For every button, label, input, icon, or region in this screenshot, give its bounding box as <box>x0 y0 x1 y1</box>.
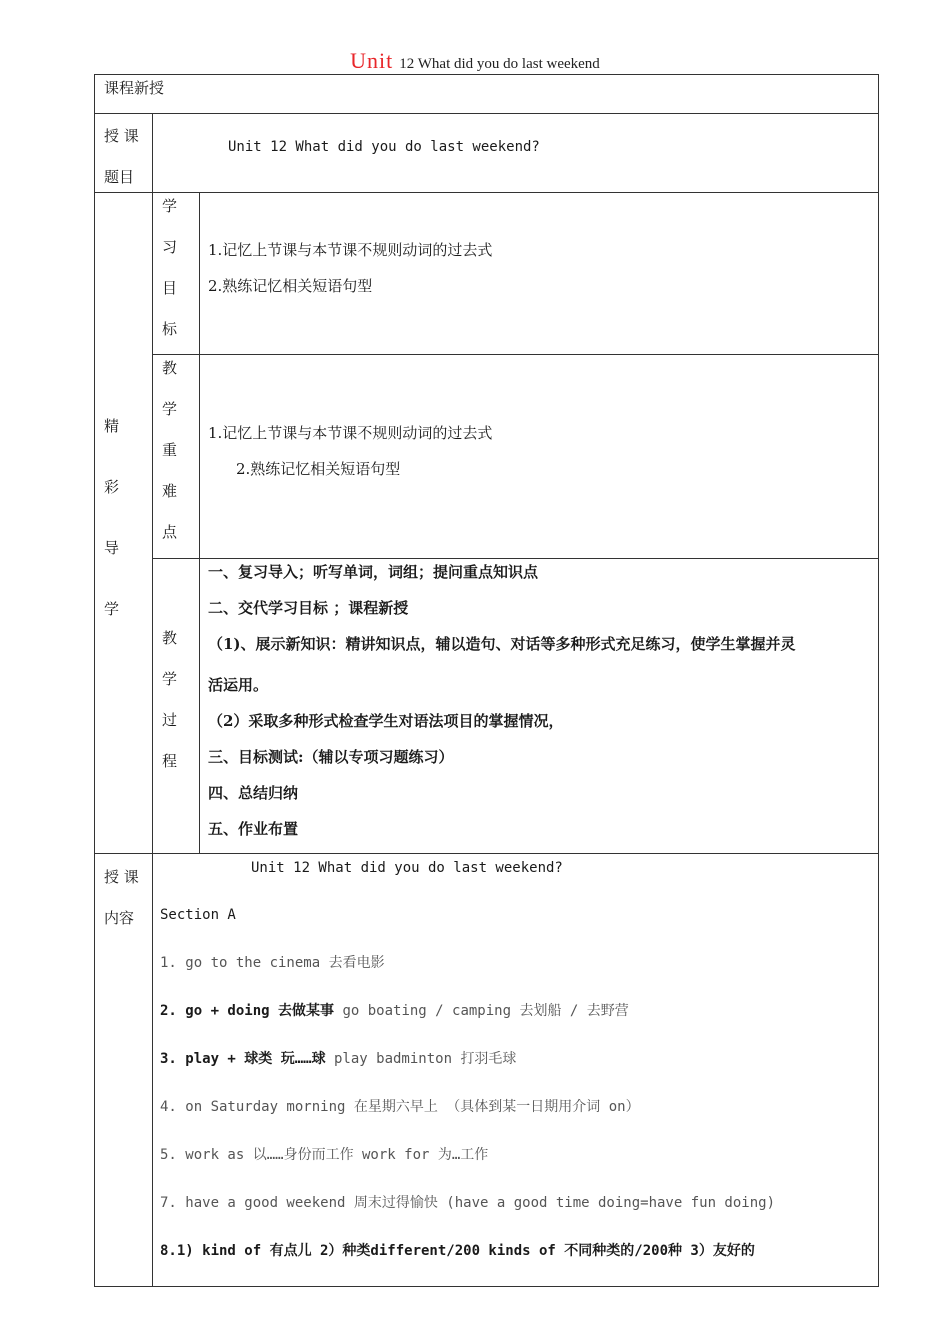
guide-section-label <box>104 416 119 660</box>
content-item-1-text: 1. go to the cinema 去看电影 <box>160 955 385 971</box>
content-item-8-bold: 8.1) kind of 有点儿 2）种类different/200 kinds of 不同种类的/200种 3）友好的 <box>160 1243 755 1259</box>
goal-item-1: 1.记忆上节课与本节课不规则动词的过去式 <box>208 241 493 259</box>
row-divider-1 <box>94 113 879 114</box>
title-unit-word: Unit <box>350 48 394 73</box>
guide-label-char-3: 导 <box>104 539 120 557</box>
key-points-label <box>162 358 177 563</box>
content-item-3-bold: 3. play + 球类 玩……球 <box>160 1051 326 1067</box>
process-label-char-4: 程 <box>162 752 178 770</box>
process-label-char-3: 过 <box>162 711 178 729</box>
content-item-5 <box>160 1145 488 1165</box>
content-item-1 <box>160 953 385 973</box>
goals-label-char-1: 学 <box>162 197 178 215</box>
content-item-4 <box>160 1097 640 1117</box>
content-item-7 <box>160 1193 775 1213</box>
key-points-label-char-5: 点 <box>162 523 178 541</box>
content-heading: Unit 12 What did you do last weekend? <box>251 860 563 876</box>
content-label <box>104 857 139 939</box>
content-item-2-text: go boating / camping 去划船 / 去野营 <box>334 1003 629 1019</box>
goals-label-char-4: 标 <box>162 320 178 338</box>
goals-label <box>162 196 177 360</box>
document-title <box>0 48 950 74</box>
key-point-item-2: 2.熟练记忆相关短语句型 <box>236 460 401 478</box>
table-right-border <box>878 74 879 1287</box>
guide-label-char-4: 学 <box>104 600 120 618</box>
row-divider-2 <box>94 192 879 193</box>
process-line-4: 活运用。 <box>208 676 269 694</box>
table-bottom-border <box>94 1286 879 1287</box>
goal-item-2: 2.熟练记忆相关短语句型 <box>208 277 373 295</box>
process-line-5: （2）采取多种形式检查学生对语法项目的掌握情况， <box>208 712 564 730</box>
content-item-2 <box>160 1001 629 1021</box>
process-label-char-1: 教 <box>162 629 178 647</box>
content-item-8 <box>160 1241 755 1261</box>
row-divider-4 <box>152 558 879 559</box>
table-top-border <box>94 74 879 75</box>
process-line-1: 一、复习导入；听写单词，词组；提问重点知识点 <box>208 563 539 581</box>
col-divider-2 <box>199 192 200 854</box>
goals-label-char-3: 目 <box>162 279 178 297</box>
topic-label-line-2: 题目 <box>104 168 135 186</box>
content-item-7-text: 7. have a good weekend 周末过得愉快 (have a good time doing=have fun doing) <box>160 1195 776 1211</box>
key-points-label-char-4: 难 <box>162 482 178 500</box>
content-item-4-text: 4. on Saturday morning 在星期六早上 （具体到某一日期用介词 on） <box>160 1099 640 1115</box>
guide-label-char-2: 彩 <box>104 478 120 496</box>
topic-label-line-1: 授 课 <box>104 127 139 145</box>
content-item-3 <box>160 1049 516 1069</box>
key-points-label-char-3: 重 <box>162 441 178 459</box>
course-label: 课程新授 <box>104 79 165 97</box>
process-line-8: 五、作业布置 <box>208 820 299 838</box>
key-points-label-char-1: 教 <box>162 359 178 377</box>
row-divider-5 <box>94 853 879 854</box>
content-label-line-1: 授 课 <box>104 868 139 886</box>
process-line-3: （1)、展示新知识：精讲知识点，辅以造句、对话等多种形式充足练习，使学生掌握并灵 <box>208 635 796 653</box>
key-point-item-1: 1.记忆上节课与本节课不规则动词的过去式 <box>208 424 493 442</box>
process-line-2: 二、交代学习目标 ；课程新授 <box>208 599 409 617</box>
title-rest: 12 What did you do last weekend <box>399 56 600 72</box>
col-divider-1 <box>152 113 153 1287</box>
content-label-line-2: 内容 <box>104 909 135 927</box>
key-points-label-char-2: 学 <box>162 400 178 418</box>
content-item-2-bold: 2. go + doing 去做某事 <box>160 1003 335 1019</box>
process-label-char-2: 学 <box>162 670 178 688</box>
topic-label <box>104 116 139 198</box>
goals-label-char-2: 习 <box>162 238 178 256</box>
content-item-5-text: 5. work as 以……身份而工作 work for 为…工作 <box>160 1147 489 1163</box>
table-left-border <box>94 74 95 1287</box>
process-line-7: 四、总结归纳 <box>208 784 299 802</box>
content-section: Section A <box>160 907 236 923</box>
process-label <box>162 628 177 792</box>
guide-label-char-1: 精 <box>104 417 120 435</box>
row-divider-3 <box>152 354 879 355</box>
topic-value: Unit 12 What did you do last weekend? <box>228 139 540 155</box>
content-item-3-text: play badminton 打羽毛球 <box>325 1051 517 1067</box>
process-line-6: 三、目标测试:（辅以专项习题练习） <box>208 748 454 766</box>
